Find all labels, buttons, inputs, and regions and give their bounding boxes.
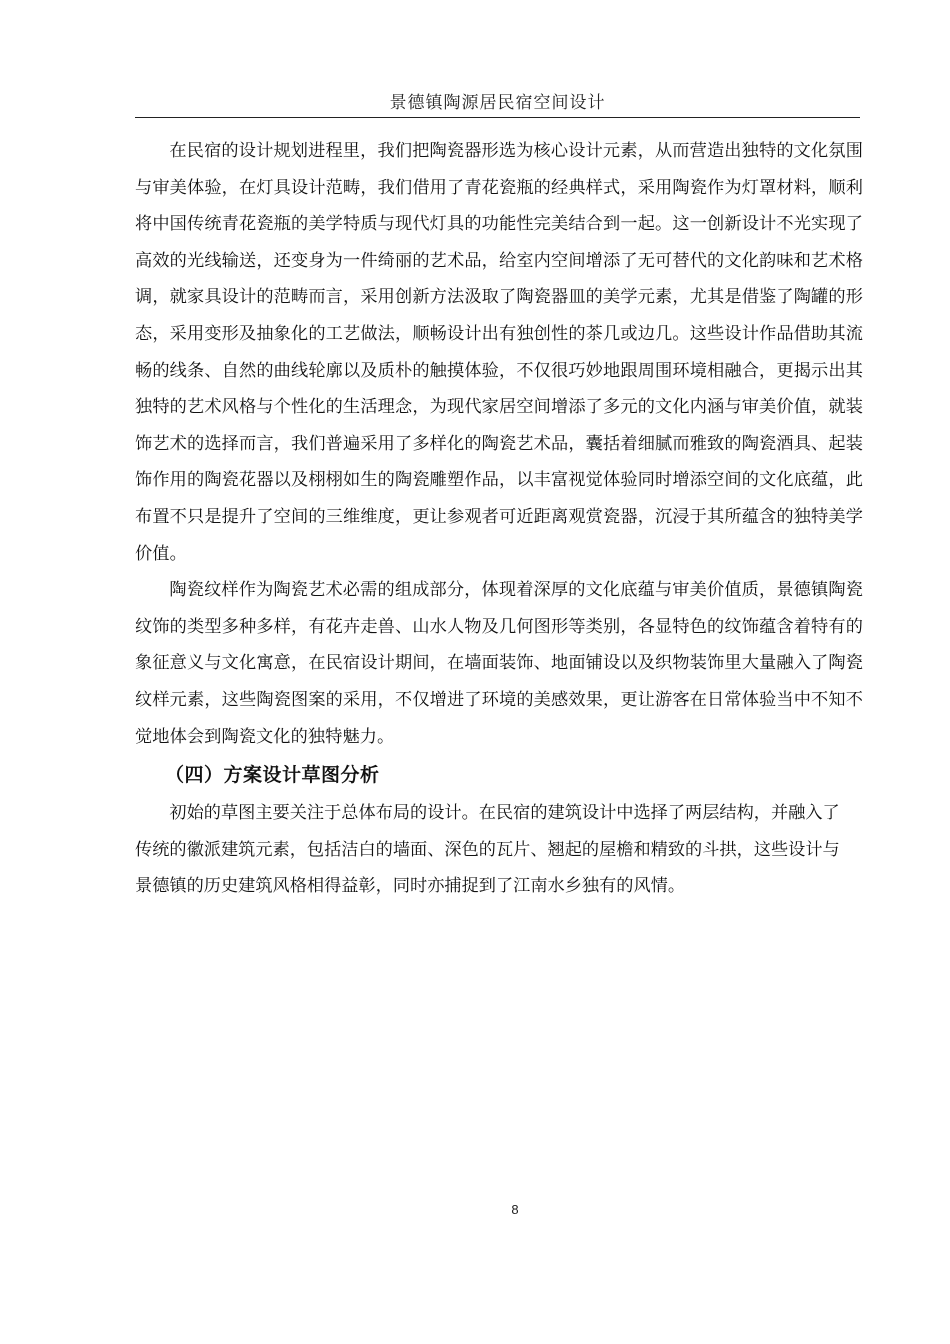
- paragraph-ceramic-forms: 在民宿的设计规划进程里，我们把陶瓷器形选为核心设计元素，从而营造出独特的文化氛围与审美体验，在灯具设计范畴，我们借用了青花瓷瓶的经典样式，采用陶瓷作为灯罩材料，顺利将中国传统青花瓷瓶的美学特质与现代灯具的功能性完美结合到一起。这一创新设计不光实现了高效的光线输送，还变身为一件绮丽的艺术品，给室内空间增添了无可替代的文化韵味和艺术格调，就家具设计的范畴而言，采用创新方法汲取了陶瓷器皿的美学元素，尤其是借鉴了陶罐的形态，采用变形及抽象化的工艺做法，顺畅设计出有独创性的茶几或边几。这些设计作品借助其流畅的线条、自然的曲线轮廓以及质朴的触摸体验，不仅很巧妙地跟周围环境相融合，更揭示出其独特的艺术风格与个性化的生活理念，为现代家居空间增添了多元的文化内涵与审美价值，就装饰艺术的选择而言，我们普遍采用了多样化的陶瓷艺术品，囊括着细腻而雅致的陶瓷酒具、起装饰作用的陶瓷花器以及栩栩如生的陶瓷雕塑作品，以丰富视觉体验同时增添空间的文化底蕴，此布置不只是提升了空间的三维维度，更让参观者可近距离观赏瓷器，沉浸于其所蕴含的独特美学价值。: [135, 141, 863, 564]
- page-number: 8: [511, 1202, 519, 1217]
- paragraph-sketch-analysis: 初始的草图主要关注于总体布局的设计。在民宿的建筑设计中选择了两层结构，并融入了传统的徽派建筑元素，包括洁白的墙面、深色的瓦片、翘起的屋檐和精致的斗拱，这些设计与景德镇的历史建筑风格相得益彰，同时亦捕捉到了江南水乡独有的风情。: [135, 803, 840, 897]
- section-heading: （四）方案设计草图分析: [165, 764, 380, 787]
- running-header-title: 景德镇陶源居民宿空间设计: [389, 93, 606, 113]
- body-text: [135, 133, 863, 905]
- header-rule: [135, 117, 860, 118]
- paragraph-ceramic-patterns: 陶瓷纹样作为陶瓷艺术必需的组成部分，体现着深厚的文化底蕴与审美价值质，景德镇陶瓷纹饰的类型多种多样，有花卉走兽、山水人物及几何图形等类别，各显特色的纹饰蕴含着特有的象征意义与文化寓意，在民宿设计期间，在墙面装饰、地面铺设以及织物装饰里大量融入了陶瓷纹样元素，这些陶瓷图案的采用，不仅增进了环境的美感效果，更让游客在日常体验当中不知不觉地体会到陶瓷文化的独特魅力。: [135, 580, 863, 747]
